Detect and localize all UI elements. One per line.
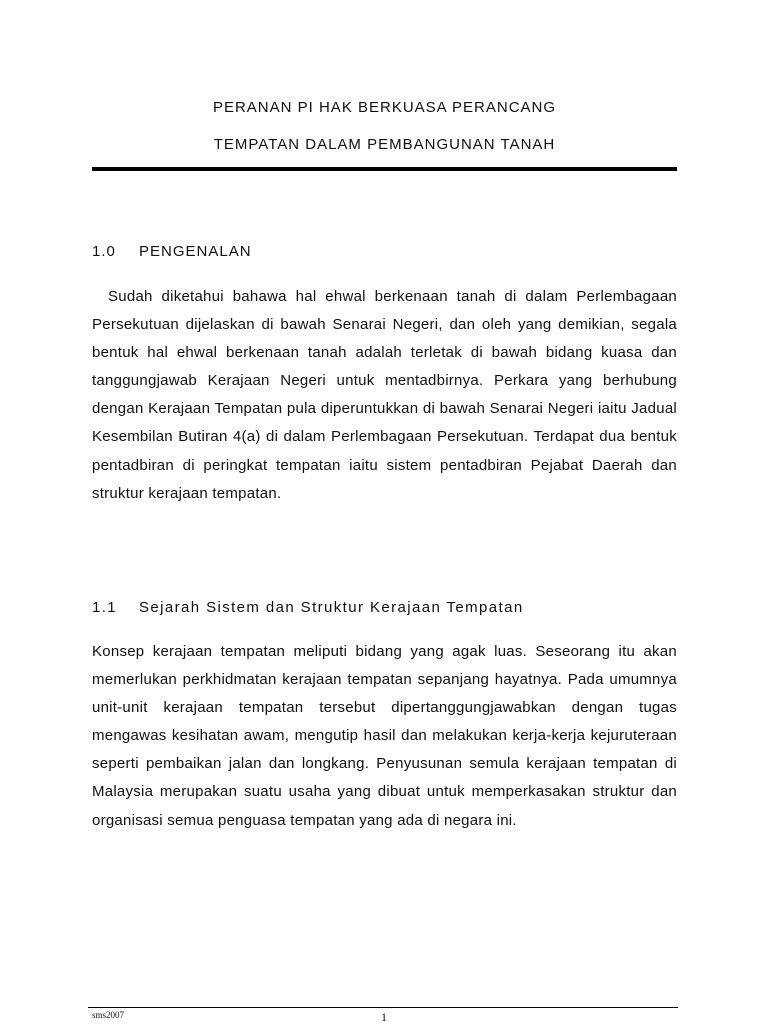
document-title-line-1: PERANAN PI HAK BERKUASA PERANCANG <box>212 99 557 116</box>
section-number: 1.0 <box>92 243 116 260</box>
document-title-line-2: TEMPATAN DALAM PEMBANGUNAN TANAH <box>213 136 556 153</box>
section-heading-sejarah <box>92 599 524 616</box>
section-number: 1.1 <box>92 599 118 616</box>
section-paragraph-pengenalan: Sudah diketahui bahawa hal ehwal berkenaan tanah di dalam Perlembagaan Persekutuan dijelaskan di bawah Senarai Negeri, dan oleh yang demikian, segala bentuk hal ehwal berkenaan tanah adalah terletak di bawah bidang kuasa dan tanggungjawab Kerajaan Negeri untuk mentadbirnya. Perkara yang berhubung dengan Kerajaan Tempatan pula diperuntukkan di bawah Senarai Negeri iaitu Jadual Kesembilan Butiran 4(a) di dalam Perlembagaan Persekutuan. Terdapat dua bentuk pentadbiran di peringkat tempatan iaitu sistem pentadbiran Pejabat Daerah dan struktur kerajaan tempatan. <box>92 288 677 502</box>
section-title: Sejarah Sistem dan Struktur Kerajaan Tempatan <box>139 599 524 616</box>
footer-divider <box>88 1007 678 1008</box>
section-heading-pengenalan <box>92 243 252 260</box>
title-divider <box>92 167 677 171</box>
footer-label: sms2007 <box>92 1010 125 1020</box>
section-title: PENGENALAN <box>139 243 252 260</box>
section-paragraph-sejarah: Konsep kerajaan tempatan meliputi bidang yang agak luas. Seseorang itu akan memerlukan perkhidmatan kerajaan tempatan sepanjang hayatnya. Pada umumnya unit-unit kerajaan tempatan tersebut dipertanggungjawabkan dengan tugas mengawas kesihatan awam, mengutip hasil dan melakukan kerja-kerja kejuruteraan seperti pembaikan jalan dan longkang. Penyusunan semula kerajaan tempatan di Malaysia merupakan suatu usaha yang dibuat untuk memperkasakan struktur dan organisasi semua penguasa tempatan yang ada di negara ini. <box>92 643 677 829</box>
page-number: 1 <box>381 1010 387 1024</box>
